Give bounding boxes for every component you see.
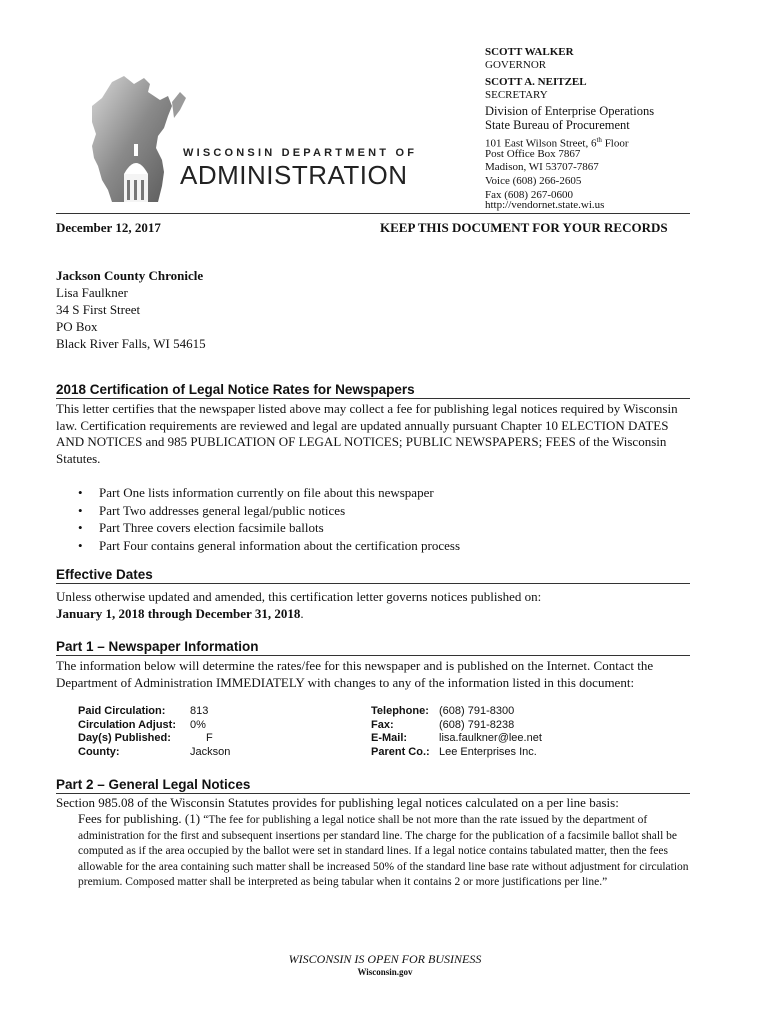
list-item-text: Part One lists information currently on file about this newspaper: [99, 485, 434, 500]
statute-quote-text: “The fee for publishing a legal notice shall be not more than the rate issued by the department of administration for the first and subsequent insertions per standard line. The charge for the publication of a facsimile ballot shall be computed as if the area occupied by the ballot were set in standard lines. If a legal notice contains tabulated matter, then the fees allowable for the area containing such matter shall be increased 50% of the standard line base rate without adjustment for circulation premium. Composed matter shall be interpreted as being tabular when it contains 2 or more justifications per line.”: [78, 814, 689, 888]
info-row: [78, 732, 230, 746]
list-item: [78, 537, 460, 555]
parent-company-label: Parent Co.:: [371, 745, 430, 758]
logo-text-department: WISCONSIN DEPARTMENT OF: [183, 147, 418, 159]
website-link[interactable]: http://vendornet.state.wi.us: [485, 199, 605, 211]
part1-heading: Part 1 – Newspaper Information: [56, 639, 690, 656]
paid-circulation-label: Paid Circulation:: [78, 705, 166, 717]
days-published-value: F: [206, 732, 213, 744]
secretary-title: SECRETARY: [485, 89, 548, 101]
header-divider: [56, 213, 690, 214]
recipient-address: [56, 267, 206, 352]
effective-dates-range: January 1, 2018 through December 31, 2018: [56, 605, 301, 621]
info-row: [371, 719, 542, 733]
info-row: [78, 719, 230, 733]
recipient-name: Jackson County Chronicle: [56, 268, 204, 283]
list-item-text: Part Two addresses general legal/public notices: [99, 502, 346, 518]
governor-title: GOVERNOR: [485, 59, 547, 71]
fax-value: (608) 791-8238: [439, 718, 515, 731]
certification-heading: 2018 Certification of Legal Notice Rates for Newspapers: [56, 382, 690, 399]
newspaper-info-left: [78, 705, 230, 759]
statute-quote: [78, 811, 698, 891]
division-name: Division of Enterprise Operations: [485, 104, 655, 118]
list-item: [78, 519, 460, 537]
bureau-name: State Bureau of Procurement: [485, 118, 630, 132]
effective-dates-period: .: [300, 605, 304, 621]
email-value[interactable]: lisa.faulkner@lee.net: [439, 732, 542, 744]
fax-number: Fax (608) 267-0600: [485, 189, 573, 201]
effective-dates-text: Unless otherwise updated and amended, this certification letter governs notices published on:: [56, 589, 542, 604]
fax-label: Fax:: [371, 718, 394, 731]
street-floor-suffix: th: [596, 136, 602, 144]
info-row: [371, 732, 542, 746]
voice-phone: Voice (608) 266-2605: [485, 175, 582, 187]
footer-slogan: WISCONSIN IS OPEN FOR BUSINESS: [288, 952, 482, 966]
part2-body: Section 985.08 of the Wisconsin Statutes provides for publishing legal notices calculated on a per line basis:: [56, 795, 619, 810]
secretary-name: SCOTT A. NEITZEL: [485, 76, 587, 88]
footer-website[interactable]: Wisconsin.gov: [357, 967, 413, 977]
recipient-city: Black River Falls, WI 54615: [56, 336, 206, 351]
info-row: [371, 746, 542, 760]
email-label: E-Mail:: [371, 732, 408, 744]
street-floor: Floor: [601, 137, 629, 150]
bullet-icon: •: [78, 537, 83, 553]
list-item: [78, 502, 460, 520]
county-value: Jackson: [190, 745, 231, 758]
list-item-text: Part Four contains general information about the certification process: [99, 537, 460, 553]
parent-company-value: Lee Enterprises Inc.: [439, 745, 537, 758]
letter-date: December 12, 2017: [56, 220, 161, 235]
certification-body: This letter certifies that the newspaper listed above may collect a fee for publishing legal notices required by Wisconsin law. Certification requirements are reviewed and legal are updated annually pursuant Chapter 10 ELECTION DATES AND NOTICES and 985 PUBLICATION OF LEGAL NOTICES; PUBLIC NEWSPAPERS; FEES of the Wisconsin Statutes.: [56, 401, 678, 466]
list-item: [78, 484, 460, 502]
info-row: [78, 705, 230, 719]
circulation-adjust-label: Circulation Adjust:: [78, 718, 176, 731]
parts-list: [78, 484, 460, 554]
recipient-po: PO Box: [56, 319, 98, 334]
info-row: [371, 705, 542, 719]
bullet-icon: •: [78, 502, 83, 518]
part1-body: The information below will determine the rates/fee for this newspaper and is published on the Internet. Contact the Department of Administration IMMEDIATELY with changes to any of the information listed in this document:: [56, 658, 654, 690]
paid-circulation-value: 813: [190, 705, 209, 717]
statute-quote-lead: Fees for publishing. (1): [78, 811, 204, 826]
recipient-street: 34 S First Street: [56, 302, 141, 317]
telephone-value: (608) 791-8300: [439, 705, 515, 717]
list-item-text: Part Three covers election facsimile ballots: [99, 520, 324, 535]
newspaper-info-right: [371, 705, 542, 759]
bullet-icon: •: [78, 485, 83, 500]
telephone-label: Telephone:: [371, 705, 429, 717]
street-address-text: 101 East Wilson Street, 6: [485, 137, 597, 150]
days-published-label: Day(s) Published:: [78, 732, 171, 744]
circulation-adjust-value: 0%: [190, 718, 206, 731]
po-box: Post Office Box 7867: [485, 148, 581, 160]
info-row: [78, 746, 230, 760]
part2-heading: Part 2 – General Legal Notices: [56, 777, 690, 794]
keep-records-notice: KEEP THIS DOCUMENT FOR YOUR RECORDS: [380, 220, 668, 235]
city-state: Madison, WI 53707-7867: [485, 161, 599, 173]
effective-dates-heading: Effective Dates: [56, 567, 690, 584]
logo-text-administration: ADMINISTRATION: [180, 160, 408, 190]
effective-dates-body: [56, 589, 696, 622]
county-label: County:: [78, 745, 120, 758]
recipient-contact: Lisa Faulkner: [56, 285, 128, 300]
bullet-icon: •: [78, 520, 83, 535]
governor-name: SCOTT WALKER: [485, 46, 574, 58]
